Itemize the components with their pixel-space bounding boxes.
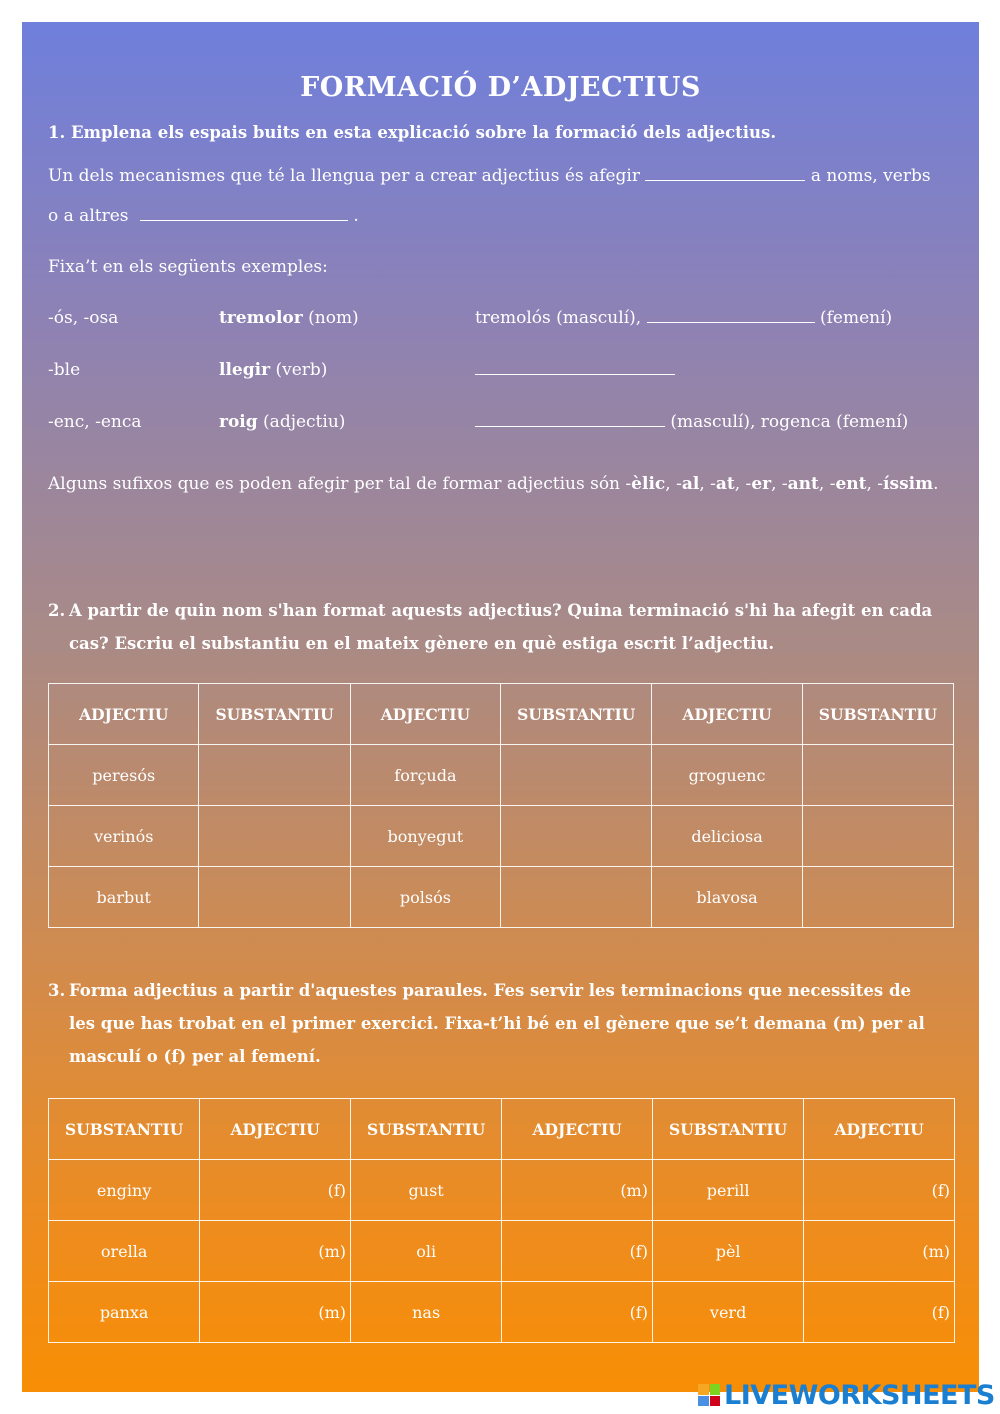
table-row: [49, 1160, 955, 1221]
noun-cell: panxa: [49, 1282, 200, 1343]
noun-cell: nas: [350, 1282, 501, 1343]
explanation-text: a noms, verbs: [810, 166, 931, 186]
question-3: Forma adjectius a partir d'aquestes paraules. Fes servir les terminacions que necessites de les que has trobat en el primer exercici. Fixa-t’hi bé en el gènere que se’t demana (m) per al masculí o (f) per al femení.: [69, 981, 925, 1066]
logo-mark-icon: [698, 1384, 720, 1406]
adjective-cell: barbut: [49, 867, 199, 928]
noun-cell: orella: [49, 1221, 200, 1282]
adjective-cell: blavosa: [652, 867, 802, 928]
example-suffix: -ble: [48, 360, 81, 380]
example-answer: [475, 359, 675, 381]
noun-cell: pèl: [652, 1221, 803, 1282]
adjective-answer-cell[interactable]: (m): [804, 1221, 955, 1282]
adjective-answer-cell[interactable]: (f): [502, 1221, 653, 1282]
example-answer: tremolós (masculí), (femení): [475, 308, 893, 328]
adjective-answer-cell[interactable]: (m): [200, 1221, 351, 1282]
example-word: llegir (verb): [219, 360, 328, 380]
adjective-cell: verinós: [49, 806, 199, 867]
examples-intro: Fixa’t en els següents exemples:: [48, 257, 328, 277]
column-header: SUBSTANTIU: [802, 684, 953, 745]
table-adjective-to-noun: [48, 683, 954, 928]
noun-answer-cell[interactable]: [199, 867, 350, 928]
column-header: ADJECTIU: [804, 1099, 955, 1160]
worksheet: [22, 22, 979, 1392]
column-header: SUBSTANTIU: [49, 1099, 200, 1160]
column-header: ADJECTIU: [200, 1099, 351, 1160]
table-row: [49, 806, 954, 867]
answer-blank-categories[interactable]: [140, 206, 348, 221]
column-header: ADJECTIU: [652, 684, 802, 745]
noun-cell: enginy: [49, 1160, 200, 1221]
page-title: FORMACIÓ D’ADJECTIUS: [300, 72, 701, 103]
explanation-text: o a altres: [48, 206, 129, 226]
noun-answer-cell[interactable]: [802, 745, 953, 806]
table-header-row: [49, 1099, 955, 1160]
adjective-answer-cell[interactable]: (f): [804, 1282, 955, 1343]
example-word: tremolor (nom): [219, 308, 359, 328]
example-suffix: -enc, -enca: [48, 412, 142, 432]
answer-blank-suffixes[interactable]: [645, 166, 805, 181]
noun-cell: verd: [652, 1282, 803, 1343]
explanation-text: .: [353, 206, 359, 226]
noun-answer-cell[interactable]: [199, 745, 350, 806]
column-header: SUBSTANTIU: [652, 1099, 803, 1160]
answer-blank-masculine[interactable]: [475, 412, 665, 427]
noun-cell: gust: [350, 1160, 501, 1221]
adjective-cell: deliciosa: [652, 806, 802, 867]
adjective-answer-cell[interactable]: (m): [200, 1282, 351, 1343]
noun-answer-cell[interactable]: [501, 745, 652, 806]
noun-answer-cell[interactable]: [501, 806, 652, 867]
adjective-answer-cell[interactable]: (f): [502, 1282, 653, 1343]
question-2: A partir de quin nom s'han format aquests adjectius? Quina terminació s'hi ha afegit en cada cas? Escriu el substantiu en el mateix gènere en què estiga escrit l’adjectiu.: [69, 601, 933, 653]
adjective-cell: forçuda: [350, 745, 500, 806]
column-header: ADJECTIU: [49, 684, 199, 745]
answer-blank-feminine[interactable]: [647, 308, 815, 323]
answer-blank-ble[interactable]: [475, 360, 675, 375]
example-answer: (masculí), rogenca (femení): [475, 411, 908, 433]
noun-answer-cell[interactable]: [802, 806, 953, 867]
explanation-line-2: [48, 205, 359, 227]
adjective-cell: polsós: [350, 867, 500, 928]
table-noun-to-adjective: [48, 1098, 955, 1343]
noun-cell: perill: [652, 1160, 803, 1221]
table-header-row: [49, 684, 954, 745]
question-2-number: 2.: [48, 601, 66, 620]
column-header: ADJECTIU: [502, 1099, 653, 1160]
explanation-text: Un dels mecanismes que té la llengua per a crear adjectius és afegir: [48, 166, 640, 186]
column-header: SUBSTANTIU: [501, 684, 652, 745]
example-word: roig (adjectiu): [219, 412, 346, 432]
table-row: [49, 1282, 955, 1343]
adjective-answer-cell[interactable]: (m): [502, 1160, 653, 1221]
explanation-line-1: [48, 165, 931, 187]
noun-answer-cell[interactable]: [802, 867, 953, 928]
suffixes-paragraph: Alguns sufixos que es poden afegir per tal de formar adjectius són -èlic, -al, -at, -er, -ant, -ent, -íssim.: [48, 474, 939, 494]
column-header: SUBSTANTIU: [350, 1099, 501, 1160]
example-suffix: -ós, -osa: [48, 308, 119, 328]
noun-answer-cell[interactable]: [199, 806, 350, 867]
table-row: [49, 1221, 955, 1282]
adjective-cell: groguenc: [652, 745, 802, 806]
adjective-answer-cell[interactable]: (f): [804, 1160, 955, 1221]
table-row: [49, 745, 954, 806]
noun-answer-cell[interactable]: [501, 867, 652, 928]
adjective-cell: peresós: [49, 745, 199, 806]
logo-text: LIVEWORKSHEETS: [724, 1379, 995, 1411]
question-3-number: 3.: [48, 981, 66, 1000]
question-1: 1. Emplena els espais buits en esta explicació sobre la formació dels adjectius.: [48, 123, 777, 142]
column-header: SUBSTANTIU: [199, 684, 350, 745]
table-row: [49, 867, 954, 928]
adjective-cell: bonyegut: [350, 806, 500, 867]
adjective-answer-cell[interactable]: (f): [200, 1160, 351, 1221]
noun-cell: oli: [350, 1221, 501, 1282]
liveworksheets-logo[interactable]: [698, 1379, 995, 1411]
column-header: ADJECTIU: [350, 684, 500, 745]
